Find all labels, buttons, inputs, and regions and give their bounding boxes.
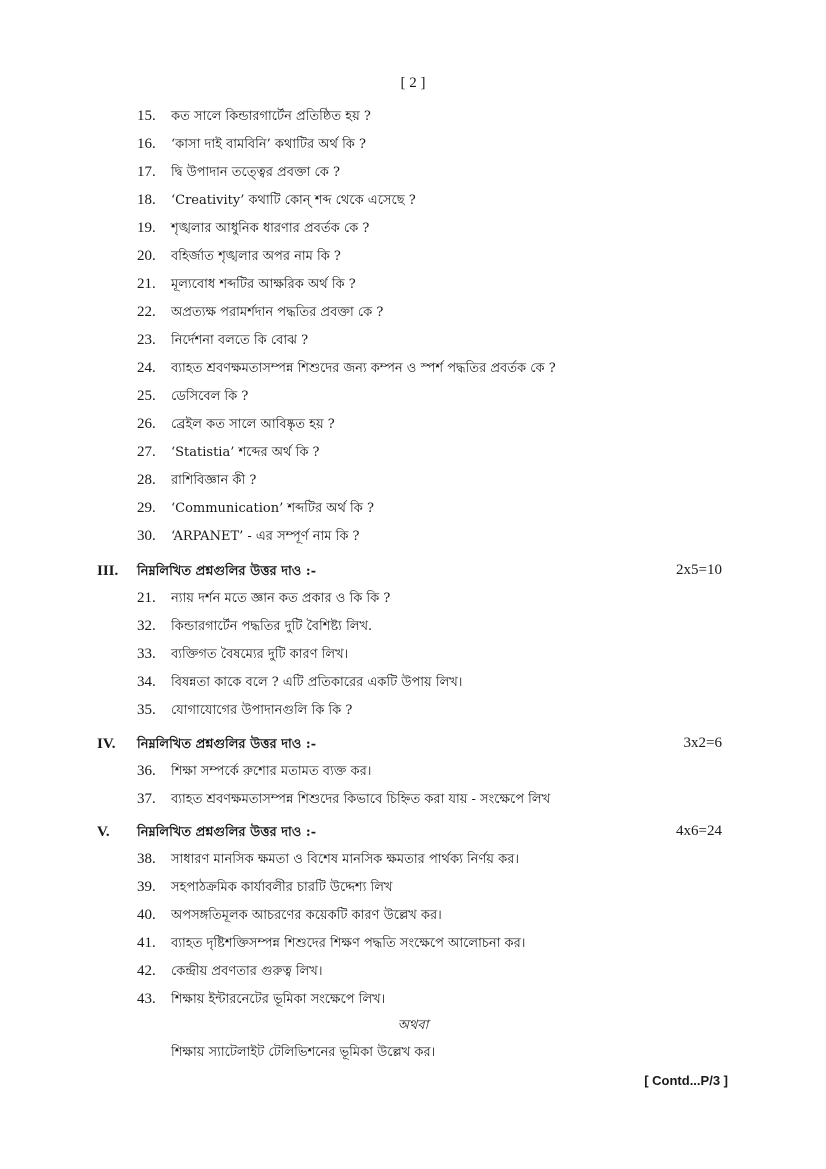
section-heading-v bbox=[97, 819, 722, 843]
question-number: 37. bbox=[137, 791, 156, 807]
question-text: ‘Creativity’ কথাটি কোন্ শব্দ থেকে এসেছে ? bbox=[171, 193, 416, 208]
question-text: ‘কাসা দাই বামবিনি’ কথাটির অর্থ কি ? bbox=[171, 137, 366, 152]
question-number: 24. bbox=[137, 360, 156, 376]
question-number: 32. bbox=[137, 618, 156, 634]
list-item bbox=[137, 959, 322, 983]
question-text: বিষন্নতা কাকে বলে ? এটি প্রতিকারের একটি উপায় লিখ। bbox=[171, 675, 463, 690]
question-text: ব্রেইল কত সালে আবিষ্কৃত হয় ? bbox=[171, 417, 335, 432]
question-text: কেন্দ্রীয় প্রবণতার গুরুত্ব লিখ। bbox=[171, 964, 323, 979]
question-text: অপসঙ্গতিমূলক আচরণের কয়েকটি কারণ উল্লেখ কর। bbox=[171, 908, 442, 923]
list-item bbox=[137, 412, 335, 436]
question-number: 29. bbox=[137, 500, 156, 516]
question-text: ডেসিবেল কি ? bbox=[171, 389, 249, 404]
list-item bbox=[137, 586, 390, 610]
list-item bbox=[137, 356, 556, 380]
question-text: যোগাযোগের উপাদানগুলি কি কি ? bbox=[171, 703, 353, 718]
list-item bbox=[137, 903, 442, 927]
list-item bbox=[137, 496, 374, 520]
question-number: 28. bbox=[137, 472, 156, 488]
question-number: 26. bbox=[137, 416, 156, 432]
list-item bbox=[137, 272, 356, 296]
question-text: ‘ARPANET’ - এর সম্পূর্ণ নাম কি ? bbox=[171, 529, 360, 544]
section-marks: 4x6=24 bbox=[676, 823, 722, 839]
question-number: 23. bbox=[137, 332, 156, 348]
section-title: নিম্নলিখিত প্রশ্নগুলির উত্তর দাও :- bbox=[137, 564, 317, 579]
question-number: 33. bbox=[137, 646, 156, 662]
question-text: নির্দেশনা বলতে কি বোঝ ? bbox=[171, 333, 309, 348]
question-text: কিন্ডারগার্টেন পদ্ধতির দুটি বৈশিষ্ট্য লিখ. bbox=[171, 619, 373, 634]
question-text: অপ্রত্যক্ষ পরামর্শদান পদ্ধতির প্রবক্তা কে ? bbox=[171, 305, 384, 320]
list-item bbox=[137, 244, 341, 268]
list-item bbox=[137, 614, 372, 638]
question-text: ‘Communication’ শব্দটির অর্থ কি ? bbox=[171, 501, 374, 516]
question-text: সাধারণ মানসিক ক্ষমতা ও বিশেষ মানসিক ক্ষমতার পার্থক্য নির্ণয় কর। bbox=[171, 852, 519, 867]
question-text: মূল্যবোধ শব্দটির আক্ষরিক অর্থ কি ? bbox=[171, 277, 356, 292]
list-item bbox=[137, 787, 550, 811]
question-text: ‘Statistia’ শব্দের অর্থ কি ? bbox=[171, 445, 320, 460]
section-roman-numeral: III. bbox=[97, 563, 119, 579]
list-item bbox=[137, 160, 340, 184]
question-text: শৃঙ্খলার আধুনিক ধারণার প্রবর্তক কে ? bbox=[171, 221, 370, 236]
section-title: নিম্নলিখিত প্রশ্নগুলির উত্তর দাও :- bbox=[137, 737, 317, 752]
list-item bbox=[137, 698, 352, 722]
list-item bbox=[137, 132, 366, 156]
alternative-question-text: শিক্ষায় স্যাটেলাইট টেলিভিশনের ভূমিকা উল্লেখ কর। bbox=[171, 1045, 436, 1060]
question-text: ব্যাহত দৃষ্টিশক্তিসম্পন্ন শিশুদের শিক্ষণ পদ্ধতি সংক্ষেপে আলোচনা কর। bbox=[171, 936, 526, 951]
question-text: শিক্ষা সম্পর্কে রুশোর মতামত ব্যক্ত কর। bbox=[171, 764, 372, 779]
or-label: অথবা bbox=[397, 1018, 429, 1033]
question-text: বহির্জাত শৃঙ্খলার অপর নাম কি ? bbox=[171, 249, 341, 264]
question-text: ব্যাহত শ্রবণক্ষমতাসম্পন্ন শিশুদের জন্য কম্পন ও স্পর্শ পদ্ধতির প্রবর্তক কে ? bbox=[171, 361, 556, 376]
section-marks: 3x2=6 bbox=[683, 735, 722, 751]
section-heading-iv bbox=[97, 731, 722, 755]
question-number: 27. bbox=[137, 444, 156, 460]
question-number: 36. bbox=[137, 763, 156, 779]
section-title: নিম্নলিখিত প্রশ্নগুলির উত্তর দাও :- bbox=[137, 825, 317, 840]
page-number: [ 2 ] bbox=[400, 75, 426, 91]
list-item bbox=[137, 216, 369, 240]
question-number: 39. bbox=[137, 879, 156, 895]
list-item bbox=[137, 328, 308, 352]
question-text: ন্যায় দর্শন মতে জ্ঞান কত প্রকার ও কি কি ? bbox=[171, 591, 391, 606]
question-number: 43. bbox=[137, 991, 156, 1007]
list-item bbox=[137, 847, 519, 871]
list-item bbox=[137, 300, 383, 324]
question-text: দ্বি উপাদান তত্ত্বের প্রবক্তা কে ? bbox=[171, 165, 340, 180]
section-roman-numeral: V. bbox=[97, 824, 110, 840]
question-number: 20. bbox=[137, 248, 156, 264]
question-text: কত সালে কিন্ডারগার্টেন প্রতিষ্ঠিত হয় ? bbox=[171, 109, 371, 124]
list-item bbox=[137, 384, 248, 408]
section-marks: 2x5=10 bbox=[676, 562, 722, 578]
continued-footer: [ Contd...P/3 ] bbox=[644, 1073, 728, 1088]
question-number: 42. bbox=[137, 963, 156, 979]
question-number: 22. bbox=[137, 304, 156, 320]
question-number: 17. bbox=[137, 164, 156, 180]
question-number: 35. bbox=[137, 702, 156, 718]
section-roman-numeral: IV. bbox=[97, 736, 116, 752]
question-number: 19. bbox=[137, 220, 156, 236]
question-text: সহপাঠক্রমিক কার্যাবলীর চারটি উদ্দেশ্য লিখ bbox=[171, 880, 393, 895]
question-number: 41. bbox=[137, 935, 156, 951]
list-item bbox=[137, 188, 416, 212]
question-number: 38. bbox=[137, 851, 156, 867]
list-item bbox=[137, 468, 256, 492]
list-item bbox=[137, 524, 360, 548]
list-item bbox=[137, 931, 525, 955]
question-number: 18. bbox=[137, 192, 156, 208]
question-text: রাশিবিজ্ঞান কী ? bbox=[171, 473, 257, 488]
list-item bbox=[137, 440, 320, 464]
section-heading-iii bbox=[97, 558, 722, 582]
question-text: শিক্ষায় ইন্টারনেটের ভূমিকা সংক্ষেপে লিখ। bbox=[171, 992, 386, 1007]
question-number: 30. bbox=[137, 528, 156, 544]
list-item bbox=[137, 875, 392, 899]
question-number: 34. bbox=[137, 674, 156, 690]
question-text: ব্যক্তিগত বৈষম্যের দুটি কারণ লিখ। bbox=[171, 647, 349, 662]
question-text: ব্যাহত শ্রবণক্ষমতাসম্পন্ন শিশুদের কিভাবে চিহ্নিত করা যায় - সংক্ষেপে লিখ bbox=[171, 792, 551, 807]
question-number: 21. bbox=[137, 276, 156, 292]
question-number: 21. bbox=[137, 590, 156, 606]
question-number: 16. bbox=[137, 136, 156, 152]
question-number: 15. bbox=[137, 108, 156, 124]
list-item bbox=[137, 670, 462, 694]
list-item bbox=[137, 642, 348, 666]
question-number: 40. bbox=[137, 907, 156, 923]
list-item bbox=[137, 104, 371, 128]
list-item bbox=[137, 987, 385, 1011]
question-number: 25. bbox=[137, 388, 156, 404]
list-item bbox=[137, 759, 371, 783]
